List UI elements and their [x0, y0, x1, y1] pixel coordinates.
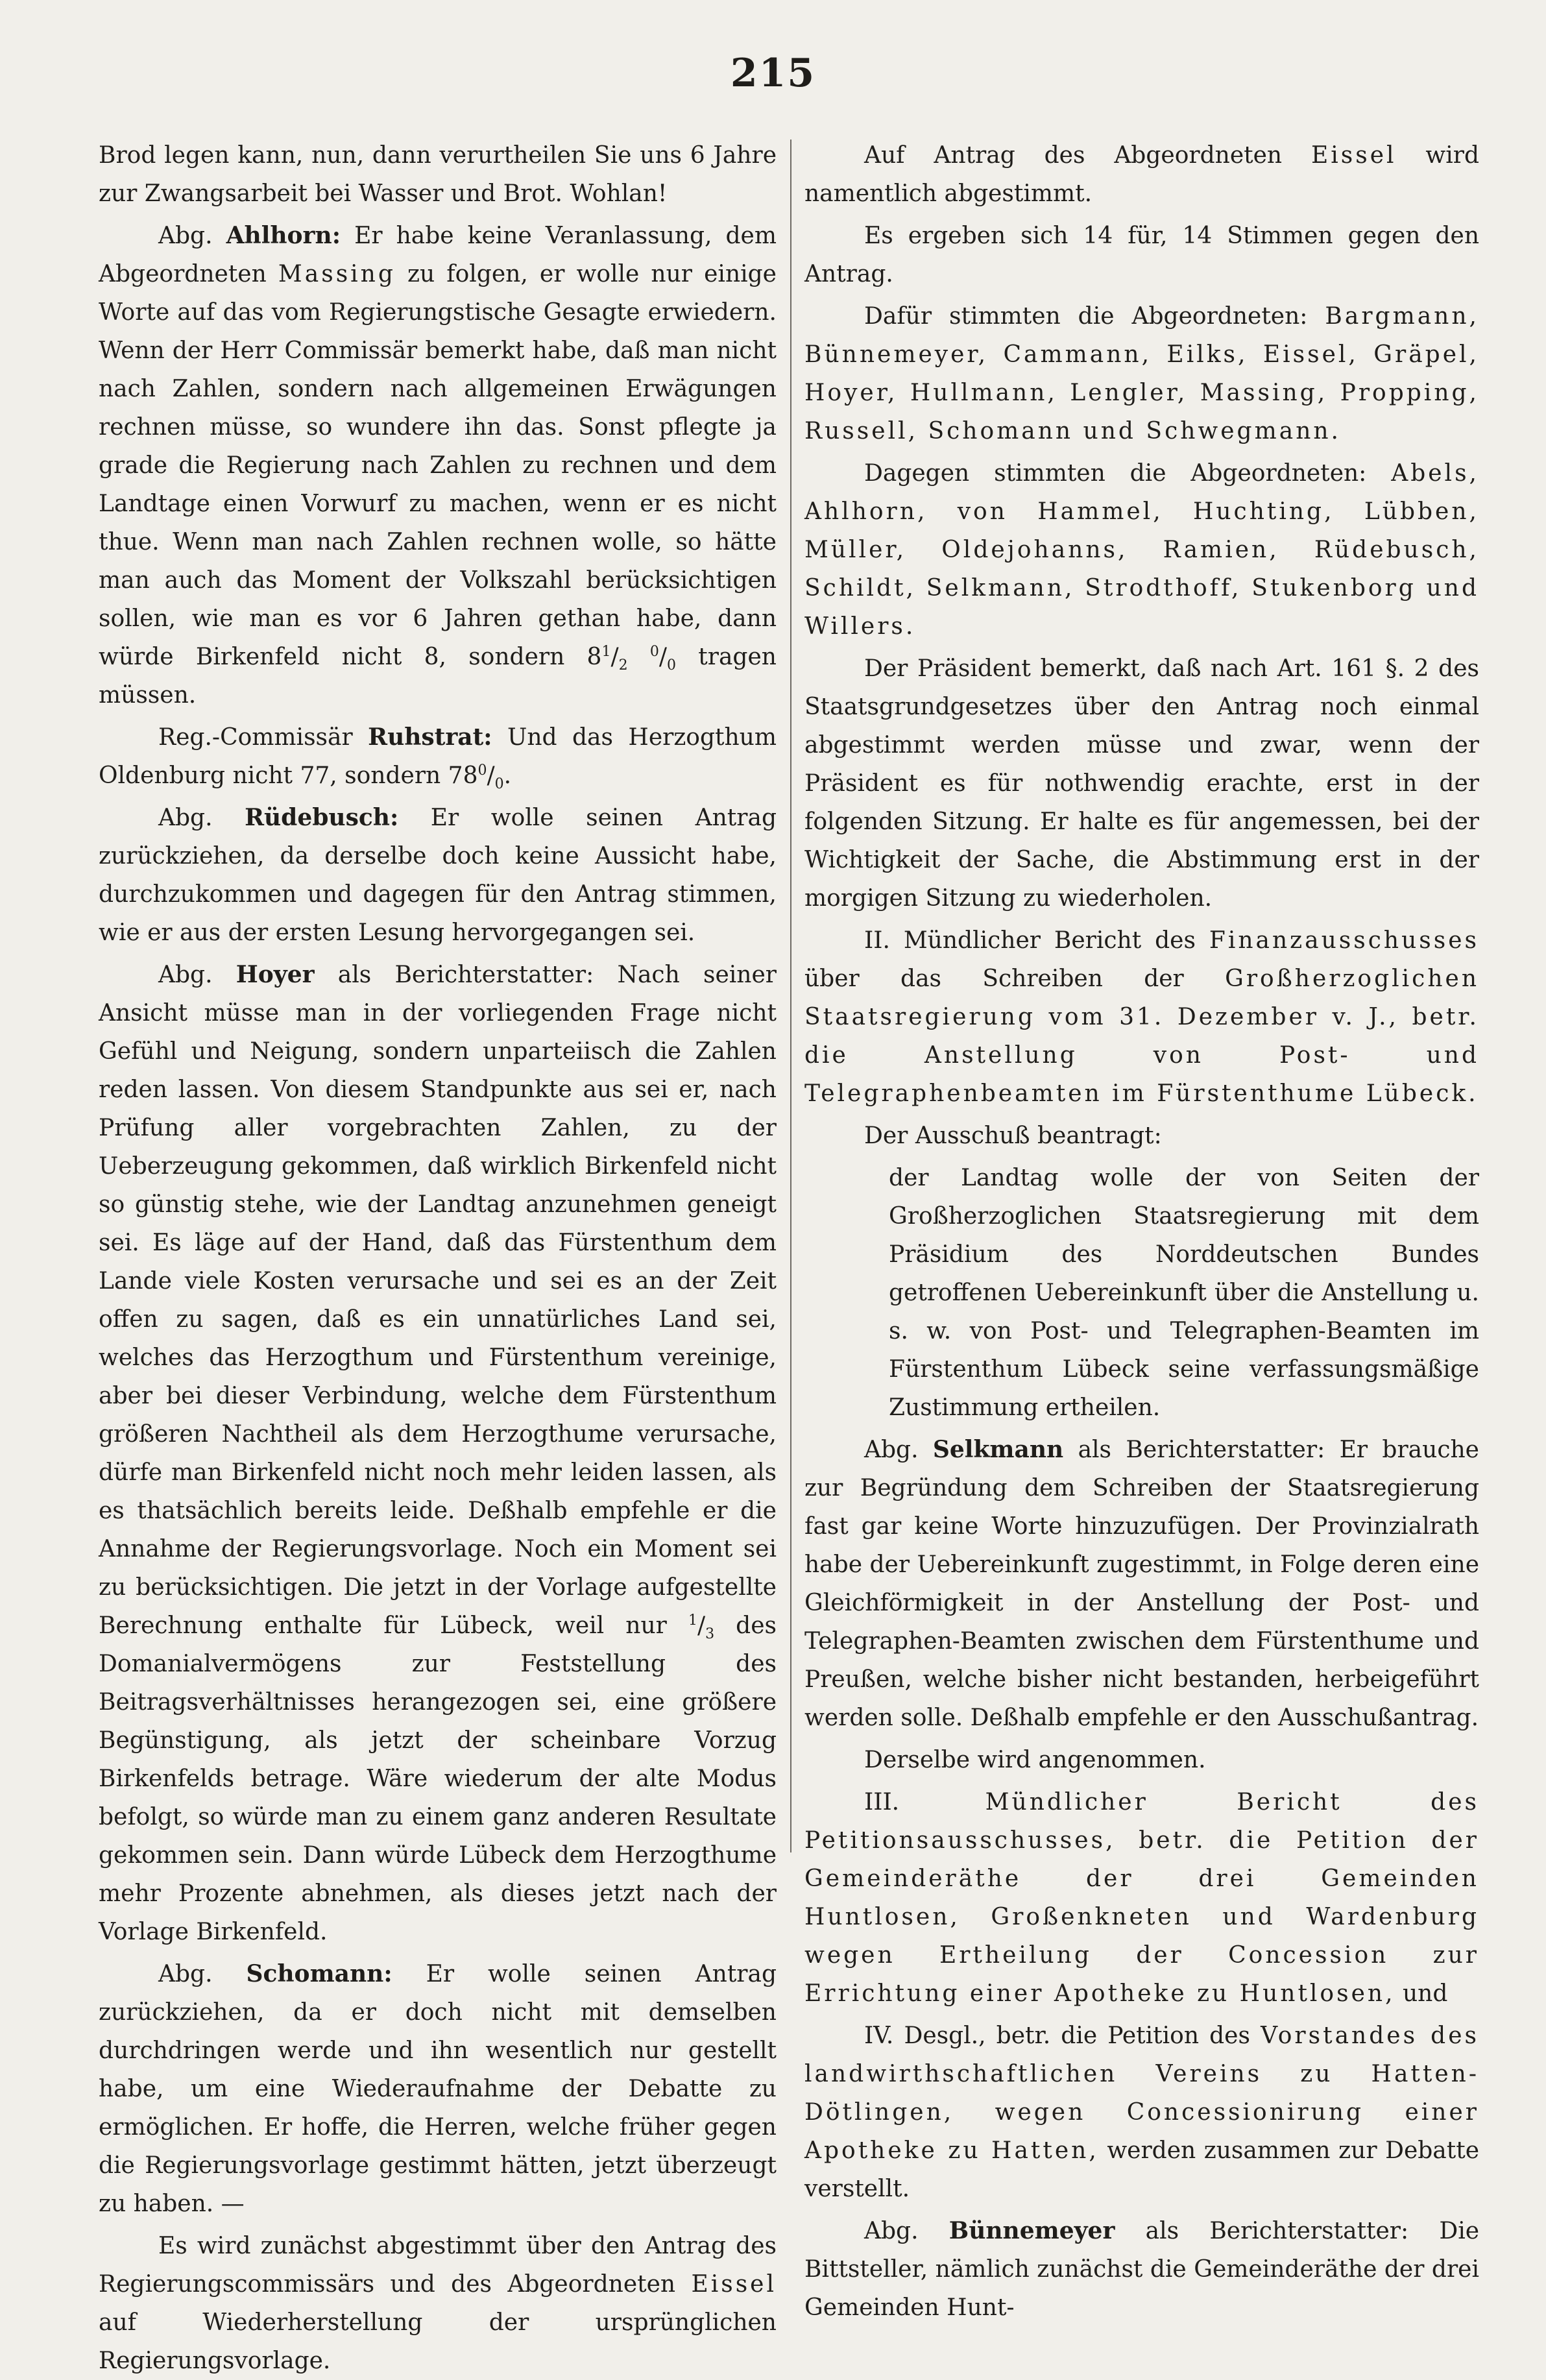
speech-text: tragen müssen. [99, 644, 777, 709]
percent-bottom: 0 [667, 657, 677, 674]
paragraph-selkmann [804, 1431, 1479, 1737]
speaker-name: Ruhstrat: [368, 723, 492, 751]
paragraph-ahlhorn: Abg. Ahlhorn: Er habe keine Veranlassung, dem Abgeordneten Massing zu folgen, er wolle nur einige Worte auf das vom Regierungstische Gesagte erwiedern. Wenn der Herr Commissär bemerkt habe, daß man nicht nach Zahlen, sondern nach allgemeinen Erwägungen rechnen müsse, so wundere ihn das. Sonst pflegte ja grade die Regierung nach Zahlen zu rechnen und dem Landtage einen Vorwurf zu machen, wenn er es nicht thue. Wenn man nach Zahlen rechnen wolle, so hätte man auch das Moment der Volkszahl berücksichtigen sollen, wie man es vor 6 Jahren gethan habe, dann würde Birkenfeld nicht 8, sondern $8^1/_2$ $^0/_0$ tragen müssen. [99, 222, 777, 709]
name-list: Bargmann, Bünnemeyer, Cammann, Eilks, Eissel, Gräpel, Hoyer, Hullmann, Lengler, Massing, Propping, Russell, Schomann und Schwegmann. [804, 303, 1479, 444]
body-text: wird namentlich abgestimmt. [804, 142, 1479, 207]
fraction-denominator: 2 [618, 657, 628, 674]
paragraph-committee-motion: Der Ausschuß beantragt: [864, 1123, 1162, 1149]
left-column [99, 136, 777, 2374]
paragraph-ruhstrat: Reg.-Commissär Ruhstrat: Und das Herzogthum Oldenburg nicht 77, sondern $78^0/_0$. [99, 723, 777, 793]
speech-text: als Berichterstatter: Er brauche zur Begründung dem Schreiben der Staatsregierung fast gar keine Worte hinzuzufügen. Der Provinzialrath habe der Uebereinkunft zugestimmt, in Folge deren eine Gleichförmigkeit in der Anstellung der Post- und Telegraphen-Beamten zwischen dem Fürstenthume und Preußen, welche bisher nicht bestanden, herbeigeführt werden solle. Deßhalb empfehle er den Ausschußantrag. [804, 1437, 1479, 1731]
speech-text: als Berichterstatter: Nach seiner Ansicht müsse man in der vorliegenden Frage nicht Gefühl und Neigung, sondern unparteiisch die Zahlen reden lassen. Von diesem Standpunkte aus sei er, nach Prüfung aller vorgebrachten Zahlen, zu der Ueberzeugung gekommen, daß wirklich Birkenfeld nicht so günstig stehe, wie der Landtag anzunehmen geneigt sei. Es läge auf der Hand, daß das Fürstenthum dem Lande viele Kosten verursache und sei es an der Zeit offen zu sagen, daß es ein unnatürliches Land sei, welches das Herzogthum und Fürstenthum vereinige, aber bei dieser Verbindung, welche dem Fürstenthum größeren Nachtheil als dem Herzogthume verursache, dürfe man Birkenfeld nicht noch mehr leiden lassen, als es thatsächlich bereits leide. Deßhalb empfehle er die Annahme der Regierungsvorlage. Noch ein Moment sei zu berücksichtigen. Die jetzt in der Vorlage aufgestellte Berechnung enthalte für Lübeck, weil nur [99, 962, 777, 1639]
speaker-prefix: Abg. [864, 2218, 919, 2244]
speech-text: zu folgen, er wolle nur einige Worte auf das vom Regierungstische Gesagte erwiedern. Wenn der Herr Commissär bemerkt habe, daß man nicht nach Zahlen, sondern nach allgemeinen Erwägungen rechnen müsse, so wundere ihn das. Sonst pflegte ja grade die Regierung nach Zahlen zu rechnen und dem Landtage einen Vorwurf zu machen, wenn er es nicht thue. Wenn man nach Zahlen rechnen wolle, so hätte man auch das Moment der Volkszahl berücksichtigen sollen, wie man es vor 6 Jahren gethan habe, dann würde Birkenfeld nicht 8, sondern 8 [99, 261, 777, 670]
body-text: Dagegen stimmten die Abgeordneten: [864, 460, 1367, 487]
body-text: Es wird zunächst abgestimmt über den Antrag des Regierungscommissärs und des Abgeordneten [99, 2233, 777, 2298]
speaker-prefix: Abg. [158, 1961, 213, 1987]
speech-text: . [503, 762, 512, 789]
spaced-text: Vorstandes des landwirthschaftlichen Vereins zu Hatten-Dötlingen, wegen Concessionirung einer Apotheke zu Hatten, [804, 2022, 1479, 2164]
paragraph-schomann [99, 1955, 777, 2223]
paragraph-votes-for [804, 297, 1479, 450]
agenda-item-ii [804, 921, 1479, 1113]
paragraph-continuation: Brod legen kann, nun, dann verurtheilen Sie uns 6 Jahre zur Zwangsarbeit bei Wasser und Brot. Wohlan! [99, 142, 777, 207]
right-column [804, 136, 1480, 2321]
fraction-numerator: 1 [601, 644, 611, 660]
spaced-name: Eissel [691, 2271, 777, 2298]
motion-text: der Landtag wolle der von Seiten der Großherzoglichen Staatsregierung mit dem Präsidium des Norddeutschen Bundes getroffenen Uebereinkunft über die Anstellung u. s. w. von Post- und Telegraphen-Beamten im Fürstenthum Lübeck seine verfassungsmäßige Zustimmung ertheilen. [889, 1165, 1479, 1421]
paragraph-president: Der Präsident bemerkt, daß nach Art. 161 §. 2 des Staatsgrundgesetzes über den Antrag noch einmal abgestimmt werden müsse und zwar, wenn der Präsident es für nothwendig erachte, erst in der folgenden Sitzung. Er halte es für angemessen, bei der Wichtigkeit der Sache, die Abstimmung erst in der morgigen Sitzung zu wiederholen. [804, 655, 1479, 912]
speaker-prefix: Abg. [158, 962, 213, 988]
speaker-name: Bünnemeyer [948, 2217, 1115, 2244]
body-text: Auf Antrag des Abgeordneten [864, 142, 1283, 169]
paragraph-buennemeyer [804, 2212, 1479, 2327]
column-divider [790, 140, 791, 1852]
speaker-name: Rüdebusch: [245, 804, 399, 831]
speaker-name: Selkmann [932, 1436, 1064, 1463]
body-text: auf Wiederherstellung der ursprünglichen Regierungsvorlage. [99, 2309, 777, 2374]
paragraph-ruedebusch [99, 799, 777, 952]
fraction-denominator: 3 [705, 1626, 715, 1643]
speech-text: Er wolle seinen Antrag zurückziehen, da er doch nicht mit demselben durchdringen werde und ihn wesentlich nur gestellt habe, um eine Wiederaufnahme der Debatte zu ermöglichen. Er hoffe, die Herren, welche früher gegen die Regierungsvorlage gestimmt hätten, jetzt überzeugt zu haben. — [99, 1961, 777, 2217]
speaker-prefix: Abg. [864, 1437, 919, 1463]
body-text: über das Schreiben der [804, 965, 1184, 992]
paragraph-vote-intro [99, 2227, 777, 2380]
body-text: Mündlicher Bericht des [903, 927, 1196, 954]
paragraph-votes-against [804, 454, 1479, 646]
percent-top: 0 [477, 762, 487, 779]
percent-bottom: 0 [494, 776, 504, 793]
item-number: III. [864, 1789, 900, 1815]
body-text: Dafür stimmten die Abgeordneten: [864, 303, 1308, 330]
paragraph-hoyer: Abg. Hoyer als Berichterstatter: Nach seiner Ansicht müsse man in der vorliegenden Frage nicht Gefühl und Neigung, sondern unparteiisch die Zahlen reden lassen. Von diesem Standpunkte aus sei er, nach Prüfung aller vorgebrachten Zahlen, zu der Ueberzeugung gekommen, daß wirklich Birkenfeld nicht so günstig stehe, wie der Landtag anzunehmen geneigt sei. Es läge auf der Hand, daß das Fürstenthum dem Lande viele Kosten verursache und sei es an der Zeit offen zu sagen, daß es ein unnatürliches Land sei, welches das Herzogthum und Fürstenthum vereinige, aber bei dieser Verbindung, welche dem Fürstenthum größeren Nachtheil als dem Herzogthume verursache, dürfe man Birkenfeld nicht noch mehr leiden lassen, als es thatsächlich bereits leide. Deßhalb empfehle er die Annahme der Regierungsvorlage. Noch ein Moment sei zu berücksichtigen. Die jetzt in der Vorlage aufgestellte Berechnung enthalte für Lübeck, weil nur $^1/_3$ des Domanialvermögens zur Feststellung des Beitragsverhältnisses herangezogen sei, eine größere Begünstigung, als jetzt der scheinbare Vorzug Birkenfelds betrage. Wäre wiederum der alte Modus befolgt, so würde man zu einem ganz anderen Resultate gekommen sein. Dann würde Lübeck dem Herzogthume mehr Prozente abnehmen, als dieses jetzt nach der Vorlage Birkenfeld. [99, 961, 777, 1945]
speech-text: Er wolle seinen Antrag zurückziehen, da derselbe doch keine Aussicht habe, durchzukommen und dagegen für den Antrag stimmen, wie er aus der ersten Lesung hervorgegangen sei. [99, 805, 777, 946]
body-text: werden zusammen zur Debatte verstellt. [804, 2137, 1479, 2202]
paragraph-roll-call [804, 136, 1479, 213]
spaced-name: Massing [278, 261, 396, 287]
speaker-name: Ahlhorn: [226, 222, 341, 249]
speech-text: des Domanialvermögens zur Feststellung des Beitragsverhältnisses herangezogen sei, eine größere Begünstigung, als jetzt der scheinbare Vorzug Birkenfelds betrage. Wäre wiederum der alte Modus befolgt, so würde man zu einem ganz anderen Resultate gekommen sein. Dann würde Lübeck dem Herzogthume mehr Prozente abnehmen, als dieses jetzt nach der Vorlage Birkenfeld. [99, 1612, 777, 1945]
speaker-name: Hoyer [236, 961, 315, 988]
spaced-name: Eissel [1310, 142, 1397, 169]
paragraph-accepted: Derselbe wird angenommen. [864, 1747, 1206, 1773]
agenda-item-iv [804, 2017, 1479, 2208]
body-text: Desgl., betr. die Petition des [904, 2022, 1250, 2049]
body-text: und [1402, 1980, 1448, 2007]
speaker-prefix: Abg. [158, 223, 213, 249]
item-number: IV. [864, 2022, 894, 2049]
spaced-text: Großherzoglichen Staatsregierung vom 31. Dezember v. J., betr. die Anstellung von Post- und Telegraphenbeamten im Fürstenthume Lübeck. [804, 965, 1480, 1107]
speaker-prefix: Abg. [158, 805, 213, 831]
percent-top: 0 [649, 644, 659, 660]
name-list: Abels, Ahlhorn, von Hammel, Huchting, Lübben, Müller, Oldejohanns, Ramien, Rüdebusch, Schildt, Selkmann, Strodthoff, Stukenborg und Willers. [804, 460, 1479, 640]
fraction-numerator: 1 [688, 1612, 697, 1629]
speaker-prefix: Reg.-Commissär [158, 724, 353, 751]
spaced-text: Mündlicher Bericht des Petitionsausschusses, betr. die Petition der Gemeinderäthe der drei Gemeinden Huntlosen, Großenkneten und Wardenburg wegen Ertheilung der Concession zur Errichtung einer Apotheke zu Huntlosen, [804, 1789, 1479, 2007]
agenda-item-iii [804, 1783, 1479, 2013]
item-number: II. [864, 927, 890, 954]
page-number: 215 [730, 51, 816, 96]
speech-text: Und das Herzogthum Oldenburg nicht 77, sondern 78 [99, 724, 777, 789]
speech-text: als Berichterstatter: Die Bittsteller, nämlich zunächst die Gemeinderäthe der drei Gemeinden Hunt- [804, 2218, 1480, 2321]
spaced-text: Finanzausschusses [1209, 927, 1479, 954]
paragraph-vote-result: Es ergeben sich 14 für, 14 Stimmen gegen den Antrag. [804, 223, 1479, 287]
speech-text: Er habe keine Veranlassung, dem Abgeordneten [99, 223, 777, 287]
speaker-name: Schomann: [246, 1960, 393, 1987]
